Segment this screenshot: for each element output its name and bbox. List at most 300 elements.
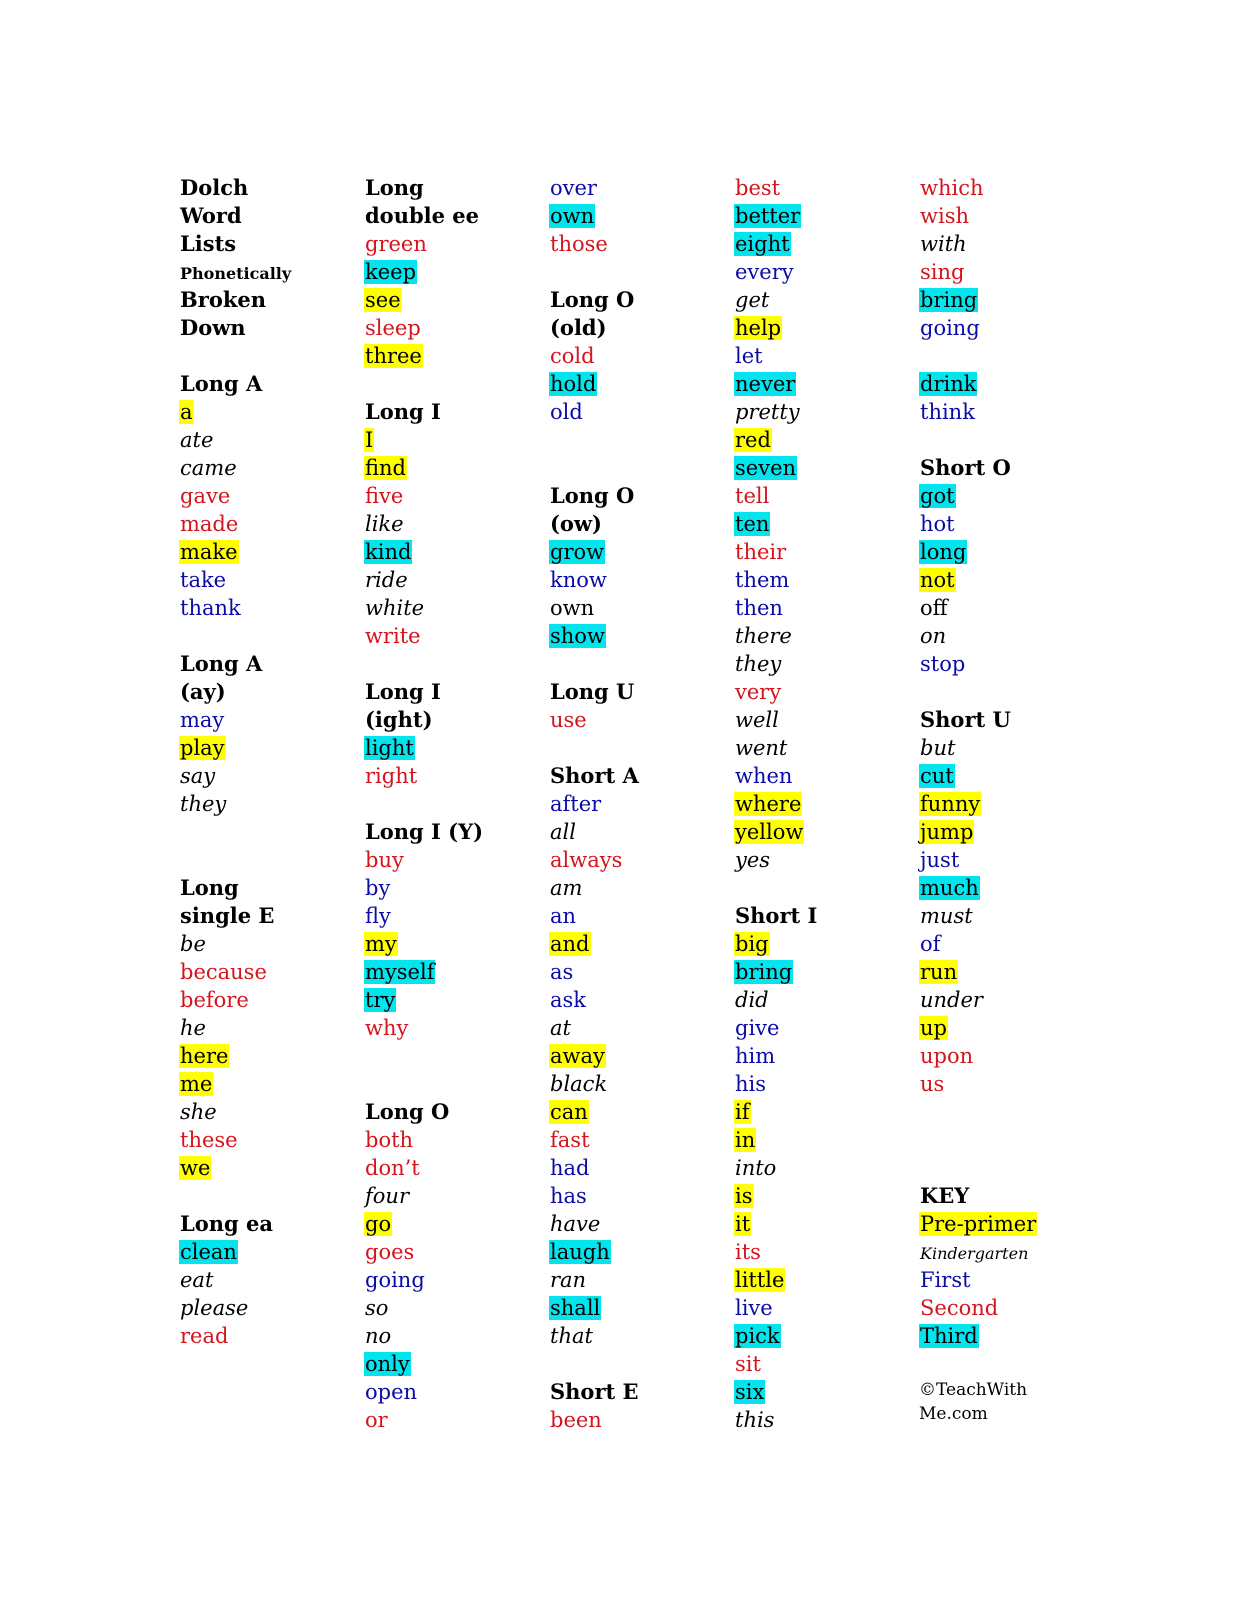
word-entry [179, 510, 359, 538]
word-entry-text: cold [550, 344, 595, 368]
section-heading-text: Long I (Y) [365, 819, 484, 844]
word-entry-text: got [920, 484, 955, 508]
word-entry-text: just [920, 848, 960, 872]
word-entry-text: me [180, 1072, 213, 1096]
word-entry-text: been [550, 1408, 602, 1432]
word-entry [919, 594, 1099, 622]
word-entry-text: on [920, 624, 947, 648]
word-entry [919, 902, 1099, 930]
word-entry-text: bring [920, 288, 978, 312]
word-entry-text: under [920, 988, 983, 1012]
word-entry [549, 930, 729, 958]
spacer [364, 650, 544, 678]
word-entry-text: eat [180, 1268, 214, 1292]
word-entry [364, 566, 544, 594]
word-entry [734, 846, 914, 874]
word-entry-text: old [550, 400, 583, 424]
word-entry-text: yes [735, 848, 771, 872]
word-entry [179, 706, 359, 734]
word-entry [179, 1126, 359, 1154]
word-entry-text: them [735, 568, 790, 592]
word-entry [179, 482, 359, 510]
section-heading [364, 202, 544, 230]
word-entry-text: hot [920, 512, 955, 536]
word-entry-text: at [550, 1016, 571, 1040]
word-entry [919, 314, 1099, 342]
word-entry-text: know [550, 568, 607, 592]
word-entry-text: red [735, 428, 771, 452]
word-entry [364, 538, 544, 566]
word-entry [549, 1322, 729, 1350]
word-entry [179, 538, 359, 566]
word-entry-text: live [735, 1296, 773, 1320]
word-entry [364, 230, 544, 258]
column-5 [919, 174, 1099, 1426]
word-entry [734, 986, 914, 1014]
section-heading-text: Long O [550, 483, 635, 508]
word-entry-text: all [550, 820, 576, 844]
spacer [549, 258, 729, 286]
word-entry-text: before [180, 988, 249, 1012]
section-heading-text: (old) [550, 315, 607, 340]
word-entry-text: only [365, 1352, 410, 1376]
word-entry [734, 286, 914, 314]
word-entry [919, 370, 1099, 398]
word-entry-text: it [735, 1212, 751, 1236]
word-entry-text: green [365, 232, 427, 256]
word-entry-text: over [550, 176, 597, 200]
word-entry [179, 1014, 359, 1042]
word-entry [919, 846, 1099, 874]
word-entry [364, 482, 544, 510]
word-entry [919, 986, 1099, 1014]
word-entry-text: always [550, 848, 623, 872]
word-entry-text: can [550, 1100, 588, 1124]
word-entry [364, 762, 544, 790]
word-entry-text: please [180, 1296, 249, 1320]
word-entry [549, 594, 729, 622]
word-entry-text: so [365, 1296, 389, 1320]
word-entry [734, 930, 914, 958]
section-heading [179, 874, 359, 902]
spacer [179, 1182, 359, 1210]
word-entry [179, 1238, 359, 1266]
word-entry-text: get [735, 288, 770, 312]
word-entry [734, 426, 914, 454]
word-entry [549, 622, 729, 650]
word-entry [734, 734, 914, 762]
spacer [919, 342, 1099, 370]
word-entry [734, 818, 914, 846]
section-heading [364, 678, 544, 706]
word-entry [734, 230, 914, 258]
word-entry-text: hold [550, 372, 597, 396]
word-entry [919, 874, 1099, 902]
word-entry [734, 1238, 914, 1266]
word-entry-text: clean [180, 1240, 237, 1264]
section-heading [549, 678, 729, 706]
word-entry [364, 258, 544, 286]
spacer [364, 370, 544, 398]
word-entry-text: six [735, 1380, 765, 1404]
section-heading-text: Long [180, 875, 239, 900]
word-entry-text: that [550, 1324, 593, 1348]
word-entry-text: First [920, 1268, 971, 1292]
word-entry-text: its [735, 1240, 761, 1264]
word-entry [919, 258, 1099, 286]
word-entry [364, 1238, 544, 1266]
word-entry [364, 1014, 544, 1042]
word-entry-text: show [550, 624, 605, 648]
section-heading-text: (ight) [365, 707, 433, 732]
spacer [179, 846, 359, 874]
word-entry-text: write [365, 624, 421, 648]
section-heading [364, 1098, 544, 1126]
word-entry-text: and [550, 932, 590, 956]
section-heading-text: Short U [920, 707, 1011, 732]
word-entry-text: own [550, 204, 595, 228]
spacer [549, 454, 729, 482]
word-entry [919, 174, 1099, 202]
word-entry [364, 734, 544, 762]
word-entry [919, 1238, 1099, 1266]
spacer [549, 734, 729, 762]
word-entry-text: pretty [735, 400, 800, 424]
word-entry [549, 1238, 729, 1266]
word-entry [734, 174, 914, 202]
word-entry-text: up [920, 1016, 947, 1040]
word-entry [734, 706, 914, 734]
word-entry [734, 958, 914, 986]
word-entry-text: into [735, 1156, 777, 1180]
spacer [919, 1126, 1099, 1154]
section-heading [179, 1210, 359, 1238]
document-title-line [179, 314, 359, 342]
section-heading-text: Long A [180, 371, 263, 396]
word-entry [549, 958, 729, 986]
word-entry-text: funny [920, 792, 981, 816]
word-entry [919, 1070, 1099, 1098]
word-entry [364, 510, 544, 538]
word-entry [179, 790, 359, 818]
word-entry [734, 202, 914, 230]
word-entry-text: his [735, 1072, 767, 1096]
word-entry [179, 594, 359, 622]
word-entry-text: upon [920, 1044, 974, 1068]
word-entry [549, 846, 729, 874]
word-entry [734, 566, 914, 594]
word-entry [734, 1182, 914, 1210]
column-1 [179, 174, 359, 1350]
word-entry [549, 902, 729, 930]
word-entry [919, 1266, 1099, 1294]
word-entry-text: white [365, 596, 425, 620]
word-entry-text: by [365, 876, 391, 900]
section-heading-text: Short O [920, 455, 1011, 480]
word-entry [179, 454, 359, 482]
section-heading-text: Long O [365, 1099, 450, 1124]
word-entry [734, 1378, 914, 1406]
word-entry-text: myself [365, 960, 435, 984]
word-entry [549, 1154, 729, 1182]
word-entry [919, 650, 1099, 678]
section-heading-text: Long I [365, 399, 441, 424]
word-entry [179, 426, 359, 454]
word-entry-text: eight [735, 232, 790, 256]
document-title-line [179, 174, 359, 202]
spacer [919, 1350, 1099, 1378]
word-entry-text: go [365, 1212, 392, 1236]
word-entry-text: made [180, 512, 239, 536]
word-entry [549, 1098, 729, 1126]
word-entry-text: came [180, 456, 237, 480]
word-entry [734, 1322, 914, 1350]
section-heading [549, 1378, 729, 1406]
word-entry-text: going [920, 316, 980, 340]
word-entry [549, 706, 729, 734]
word-entry [179, 1266, 359, 1294]
word-entry [179, 958, 359, 986]
spacer [179, 342, 359, 370]
section-heading [549, 314, 729, 342]
word-entry [919, 286, 1099, 314]
document-title-line [179, 230, 359, 258]
word-entry-text: find [365, 456, 406, 480]
word-entry-text: like [365, 512, 404, 536]
word-entry-text: sit [735, 1352, 761, 1376]
column-4 [734, 174, 914, 1434]
word-entry-text: fast [550, 1128, 590, 1152]
word-entry [549, 1126, 729, 1154]
word-entry [364, 1322, 544, 1350]
word-entry [919, 1042, 1099, 1070]
word-entry-text: because [180, 960, 267, 984]
word-entry [179, 398, 359, 426]
document-title-line [179, 202, 359, 230]
word-entry-text: this [735, 1408, 775, 1432]
word-entry [734, 370, 914, 398]
word-entry-text: both [365, 1128, 414, 1152]
word-entry [549, 1406, 729, 1434]
word-entry-text: not [920, 568, 955, 592]
word-entry [549, 1294, 729, 1322]
word-entry [919, 398, 1099, 426]
word-entry [364, 846, 544, 874]
word-entry-text: him [735, 1044, 776, 1068]
section-heading-text: Short A [550, 763, 639, 788]
word-entry-text: had [550, 1156, 590, 1180]
word-entry [734, 342, 914, 370]
word-entry-text: yellow [735, 820, 804, 844]
spacer [919, 678, 1099, 706]
word-entry-text: of [920, 932, 941, 956]
word-entry-text: stop [920, 652, 966, 676]
word-entry-text: tell [735, 484, 770, 508]
section-heading-text: Long ea [180, 1211, 274, 1236]
word-entry [549, 1266, 729, 1294]
word-entry-text: here [180, 1044, 229, 1068]
section-heading-text: Long I [365, 679, 441, 704]
word-entry [364, 902, 544, 930]
word-entry [549, 1210, 729, 1238]
word-entry-text: well [735, 708, 779, 732]
document-title-line-text: Word [180, 203, 242, 228]
word-entry-text: take [180, 568, 227, 592]
document-title-line [179, 286, 359, 314]
word-entry [919, 818, 1099, 846]
word-entry-text: better [735, 204, 801, 228]
section-heading [364, 398, 544, 426]
word-entry-text: when [735, 764, 793, 788]
section-heading-text: double ee [365, 203, 480, 228]
section-heading [364, 174, 544, 202]
section-heading [179, 902, 359, 930]
section-heading [734, 902, 914, 930]
word-entry [734, 1266, 914, 1294]
spacer [549, 426, 729, 454]
word-entry-text: thank [180, 596, 241, 620]
section-heading-text: Long A [180, 651, 263, 676]
word-entry [734, 1210, 914, 1238]
word-entry-text: where [735, 792, 802, 816]
word-entry [179, 566, 359, 594]
word-entry [364, 930, 544, 958]
word-entry-text: as [550, 960, 574, 984]
word-entry-text: bring [735, 960, 793, 984]
word-entry-text: big [735, 932, 769, 956]
word-entry [179, 1070, 359, 1098]
word-entry [364, 454, 544, 482]
word-entry-text: every [735, 260, 794, 284]
word-entry-text: Pre-primer [920, 1212, 1037, 1236]
spacer [364, 790, 544, 818]
word-entry-text: sing [920, 260, 965, 284]
word-entry [734, 314, 914, 342]
word-entry-text: their [735, 540, 787, 564]
word-entry [364, 286, 544, 314]
word-entry-text: is [735, 1184, 753, 1208]
section-heading [549, 510, 729, 538]
document-title-line-text: Lists [180, 231, 237, 256]
word-entry-text: four [365, 1184, 409, 1208]
word-entry-text: pick [735, 1324, 780, 1348]
word-entry [364, 1266, 544, 1294]
word-entry [919, 1014, 1099, 1042]
word-entry-text: sleep [365, 316, 421, 340]
document-title-line [179, 258, 359, 286]
word-entry-text: have [550, 1212, 601, 1236]
section-heading [919, 706, 1099, 734]
word-entry-text: wish [920, 204, 969, 228]
spacer [919, 1154, 1099, 1182]
section-heading [919, 1182, 1099, 1210]
word-entry-text: black [550, 1072, 608, 1096]
word-entry-text: goes [365, 1240, 415, 1264]
word-entry [364, 1210, 544, 1238]
word-entry-text: help [735, 316, 782, 340]
word-entry-text: in [735, 1128, 756, 1152]
word-entry [364, 1406, 544, 1434]
word-entry-text: Second [920, 1296, 999, 1320]
word-entry [919, 510, 1099, 538]
word-entry-text: an [550, 904, 577, 928]
word-entry [919, 930, 1099, 958]
word-entry-text: grow [550, 540, 605, 564]
word-entry-text: be [180, 932, 206, 956]
word-entry-text: best [735, 176, 781, 200]
word-entry [549, 370, 729, 398]
document-title-line-text: Down [180, 315, 246, 340]
word-entry-text: if [735, 1100, 750, 1124]
word-entry [364, 1294, 544, 1322]
word-entry-text: with [920, 232, 967, 256]
copyright-line: Me.com [919, 1404, 988, 1424]
word-entry-text: off [920, 596, 948, 620]
word-entry [364, 1350, 544, 1378]
word-entry [734, 1098, 914, 1126]
word-entry [734, 482, 914, 510]
word-entry [734, 538, 914, 566]
word-entry [179, 1098, 359, 1126]
word-entry [734, 1070, 914, 1098]
word-entry [364, 426, 544, 454]
spacer [364, 1070, 544, 1098]
word-entry-text: a [180, 400, 193, 424]
word-entry [179, 930, 359, 958]
section-heading-text: Short I [735, 903, 818, 928]
word-entry-text: cut [920, 764, 954, 788]
document-title-line-text: Dolch [180, 175, 249, 200]
word-entry [919, 202, 1099, 230]
word-entry-text: away [550, 1044, 605, 1068]
word-entry [919, 958, 1099, 986]
word-entry-text: she [180, 1100, 217, 1124]
word-entry [734, 790, 914, 818]
word-entry [364, 874, 544, 902]
word-entry [734, 1350, 914, 1378]
word-entry-text: he [180, 1016, 206, 1040]
word-entry-text: ran [550, 1268, 587, 1292]
word-entry [919, 482, 1099, 510]
spacer [179, 818, 359, 846]
word-entry [734, 1126, 914, 1154]
word-entry-text: light [365, 736, 414, 760]
word-entry [919, 622, 1099, 650]
word-entry [734, 622, 914, 650]
section-heading [919, 454, 1099, 482]
word-entry-text: may [180, 708, 225, 732]
word-entry-text: we [180, 1156, 211, 1180]
word-entry-text: drink [920, 372, 977, 396]
word-entry [549, 538, 729, 566]
section-heading [549, 286, 729, 314]
word-entry-text: buy [365, 848, 404, 872]
word-entry-text: ask [550, 988, 587, 1012]
word-entry-text: or [365, 1408, 388, 1432]
word-entry-text: Third [920, 1324, 978, 1348]
word-entry [364, 958, 544, 986]
word-entry [549, 398, 729, 426]
word-entry [179, 734, 359, 762]
word-entry-text: read [180, 1324, 229, 1348]
word-entry [734, 258, 914, 286]
word-entry-text: am [550, 876, 583, 900]
word-entry-text: keep [365, 260, 417, 284]
word-entry [549, 986, 729, 1014]
document-title-line-text: Phonetically [180, 264, 292, 283]
word-entry-text: use [550, 708, 587, 732]
word-entry [364, 342, 544, 370]
